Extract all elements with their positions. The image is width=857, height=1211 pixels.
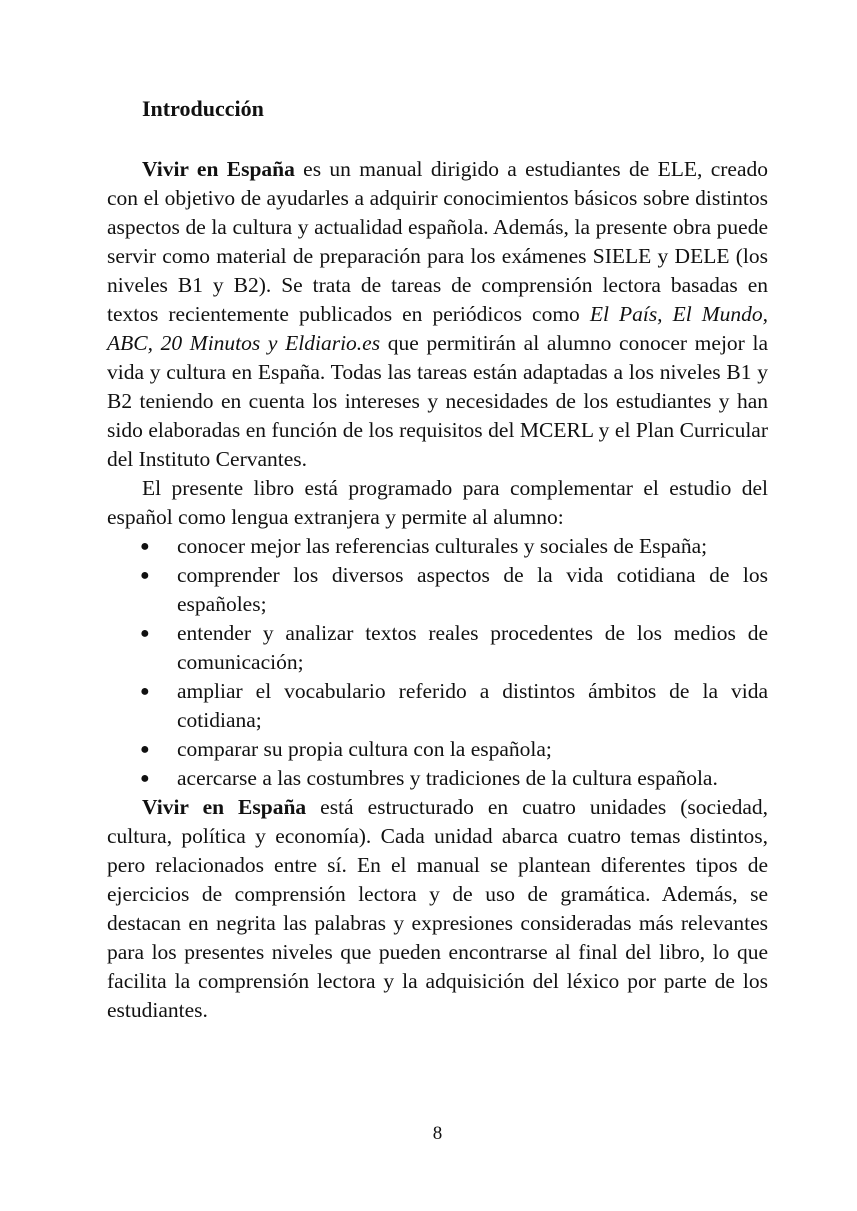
bullet-icon: ●	[140, 770, 150, 787]
structure-paragraph	[107, 793, 768, 1025]
list-item	[107, 764, 768, 793]
page-number: 8	[432, 1123, 443, 1144]
list-item-text: entender y analizar textos reales procedentes de los medios de comunicación;	[177, 621, 768, 674]
list-item	[107, 561, 768, 619]
list-item	[107, 677, 768, 735]
list-item-text: comprender los diversos aspectos de la vida cotidiana de los españoles;	[177, 563, 768, 616]
objectives-list	[107, 532, 768, 793]
list-item-text: ampliar el vocabulario referido a distintos ámbitos de la vida cotidiana;	[177, 679, 768, 732]
purpose-paragraph: El presente libro está programado para complementar el estudio del español como lengua extranjera y permite al alumno:	[107, 476, 768, 529]
book-title-bold: Vivir en España	[142, 795, 307, 819]
list-item	[107, 735, 768, 764]
bullet-icon: ●	[140, 625, 150, 642]
bullet-icon: ●	[140, 567, 150, 584]
newspaper-sources: El País, El Mundo, ABC, 20 Minutos y Eldiario.es	[107, 302, 768, 355]
structure-text: está estructurado en cuatro unidades (sociedad, cultura, política y economía). Cada unidad abarca cuatro temas distintos, pero relacionados entre sí. En el manual se plantean diferentes tipos de ejercicios de comprensión lectora y de uso de gramática. Además, se destacan en negrita las palabras y expresiones consideradas más relevantes para los presentes niveles que pueden encontrarse al final del libro, lo que facilita la comprensión lectora y la adquisición del léxico por parte de los estudiantes.	[107, 795, 768, 1022]
intro-text-part-2: que permitirán al alumno conocer mejor la vida y cultura en España. Todas las tareas están adaptadas a los niveles B1 y B2 teniendo en cuenta los intereses y necesidades de los estudiantes y han sido elaboradas en función de los requisitos del MCERL y el Plan Curricular del Instituto Cervantes.	[107, 331, 768, 471]
list-item-text: acercarse a las costumbres y tradiciones de la cultura española.	[177, 766, 718, 790]
list-item-text: conocer mejor las referencias culturales y sociales de España;	[177, 534, 708, 558]
bullet-icon: ●	[140, 741, 150, 758]
document-page	[107, 92, 768, 1025]
section-heading: Introducción	[142, 96, 264, 121]
list-item	[107, 619, 768, 677]
intro-paragraph	[107, 155, 768, 474]
bullet-icon: ●	[140, 683, 150, 700]
list-item-text: comparar su propia cultura con la española;	[177, 737, 552, 761]
list-item	[107, 532, 768, 561]
bullet-icon: ●	[140, 538, 150, 555]
book-title-bold: Vivir en España	[142, 157, 295, 181]
intro-text-part-1: es un manual dirigido a estudiantes de ELE, creado con el objetivo de ayudarles a adquirir conocimientos básicos sobre distintos aspectos de la cultura y actualidad española. Además, la presente obra puede servir como material de preparación para los exámenes SIELE y DELE (los niveles B1 y B2). Se trata de tareas de comprensión lectora basadas en textos recientemente publicados en periódicos como	[107, 157, 769, 326]
